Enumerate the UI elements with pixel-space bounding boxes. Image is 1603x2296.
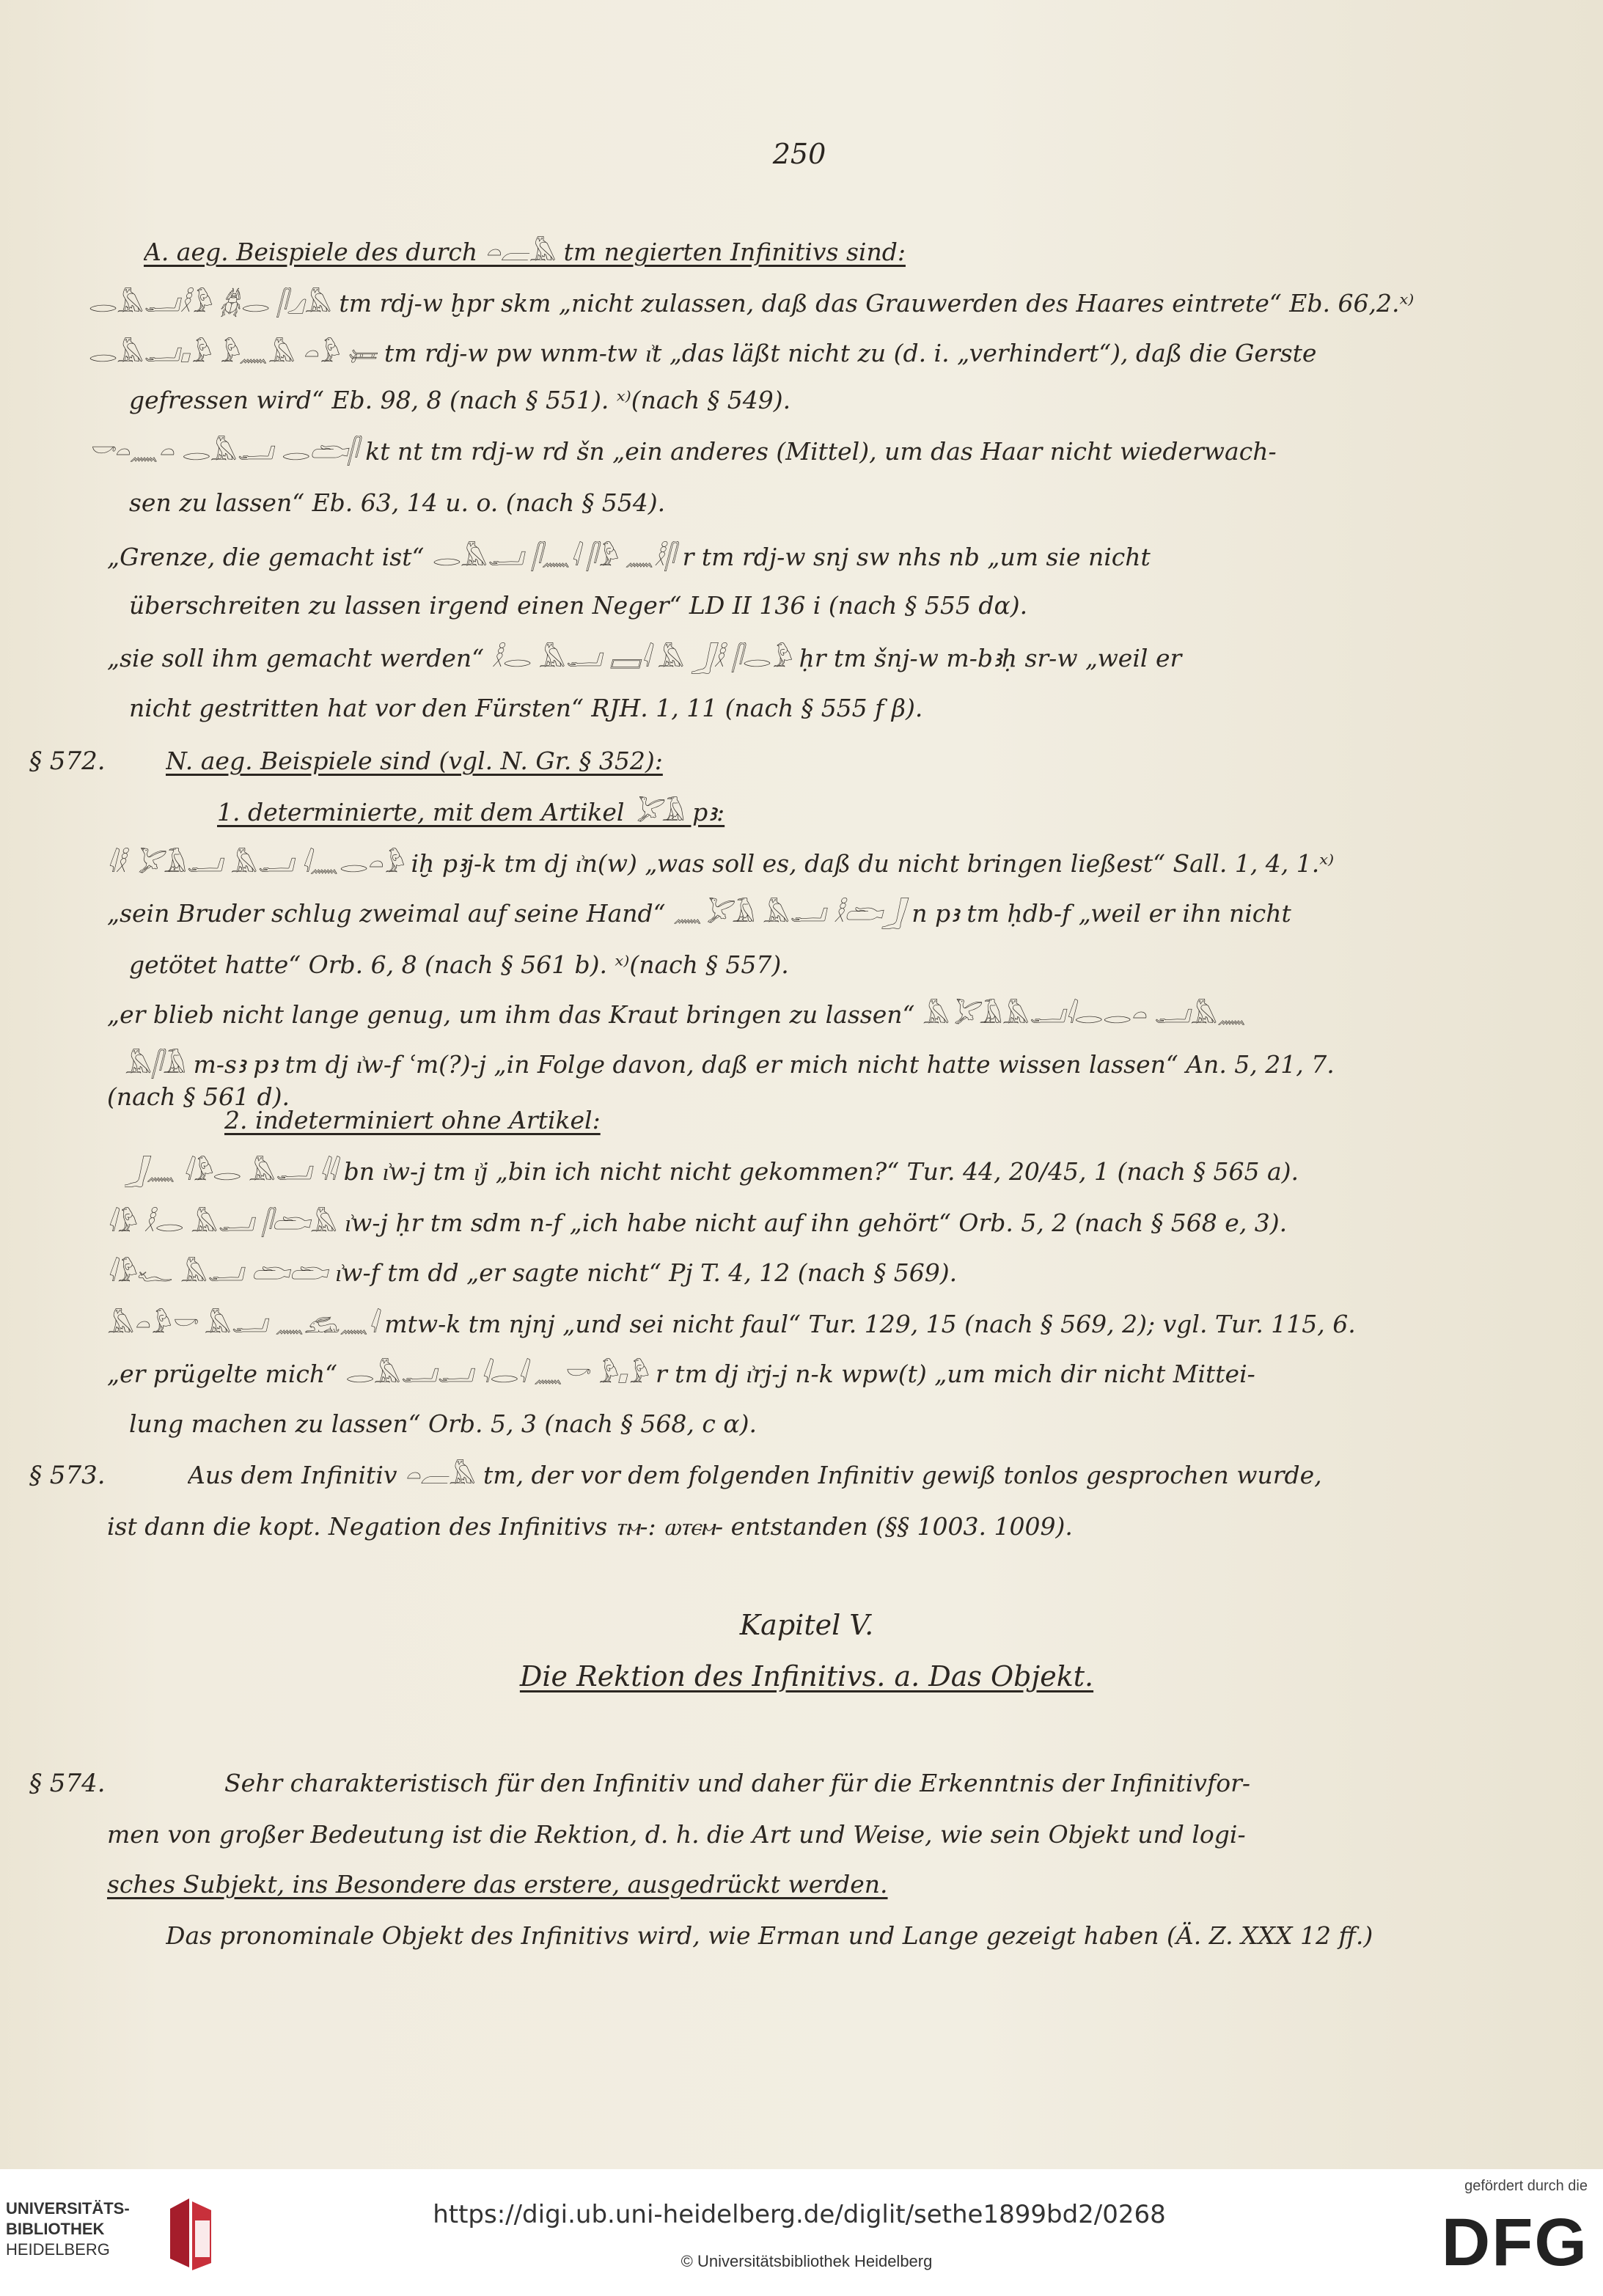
text-line: 2. indeterminiert ohne Artikel: (224, 1106, 601, 1134)
library-name-line: BIBLIOTHEK (6, 2220, 105, 2238)
text-line: 𓅓𓏏𓅱𓎡 𓅓𓂝 𓈖𓃹𓈖𓇋 mtw-k tm njnj „und sei nicht faul“ Tur. 129, 15 (nach § 569, 2); vgl. Tur. 115, 6. (107, 1310, 1356, 1338)
text-line: 𓇋𓅱𓆑 𓅓𓂝 𓂧𓂧 ı͗w-f tm dd „er sagte nicht“ Pj T. 4, 12 (nach § 569). (107, 1258, 958, 1287)
copyright-notice: © Universitätsbibliothek Heidelberg (681, 2252, 933, 2270)
chapter-title: Kapitel V. (739, 1609, 874, 1641)
library-logo-icon (160, 2194, 219, 2275)
chapter-subtitle: Die Rektion des Infinitivs. a. Das Objekt. (519, 1660, 1094, 1692)
text-line: lung machen zu lassen“ Orb. 5, 3 (nach § 568, c α). (129, 1409, 758, 1438)
text-line: (nach § 561 d). (107, 1082, 290, 1111)
text-line: sen zu lassen“ Eb. 63, 14 u. o. (nach § 554). (129, 488, 666, 517)
text-line: 𓇋𓎛 𓅯𓄿𓂝 𓅓𓂝 𓇋𓈖𓂋𓏏𓅱 iḫ pꜣj-k tm dj ı͗n(w) „was soll es, daß du nicht bringen ließest“ Sall. 1, 4, 1.ˣ⁾ (107, 849, 1335, 878)
permalink-url[interactable]: https://digi.ub.uni-heidelberg.de/diglit/sethe1899bd2/0268 (433, 2200, 1166, 2229)
text-line: „sie soll ihm gemacht werden“ 𓎛𓂋 𓅓𓂝 𓈙𓇋 𓅓 𓃀𓎛 𓋴𓂋𓅱 ḥr tm šnj-w m-bꜣḥ sr-w „weil er (107, 644, 1182, 672)
text-line: N. aeg. Beispiele sind (vgl. N. Gr. § 352): (166, 747, 663, 775)
page-number: 250 (772, 138, 826, 170)
text-line: Das pronominale Objekt des Infinitivs wird, wie Erman und Lange gezeigt haben (Ä. Z. XXX 12 ff.) (166, 1921, 1373, 1950)
text-line: „er blieb nicht lange genug, um ihm das Kraut bringen zu lassen“ 𓅓𓅯𓄿𓅓𓂝𓇋𓂋𓂋𓏏 𓂝𓅓𓈖 (107, 1000, 1247, 1029)
text-line: A. aeg. Beispiele des durch 𓏏𓐝𓅓 tm negierten Infinitivs sind: (144, 238, 906, 266)
text-line: ist dann die kopt. Negation des Infinitivs ⲧⲙ-: ⲱⲧⲉⲙ- entstanden (§§ 1003. 1009). (107, 1512, 1073, 1541)
text-line: „sein Bruder schlug zweimal auf seine Hand“ 𓈖𓅯𓄿 𓅓𓂝 𓎛𓂧𓃀 n pꜣ tm ḥdb-f „weil er ihn nicht (107, 899, 1291, 928)
text-line: men von großer Bedeutung ist die Rektion, d. h. die Art und Weise, wie sein Objekt und logi- (107, 1820, 1246, 1849)
section-mark: § 574. (29, 1769, 106, 1798)
library-logo-text (6, 2198, 153, 2260)
dfg-logo: DFG (1441, 2205, 1588, 2280)
text-line: „Grenze, die gemacht ist“ 𓂋𓅓𓂝 𓋴𓈖𓇋 𓋴𓅱 𓈖𓎛𓋴 r tm rdj-w snj sw nhs nb „um sie nicht (107, 543, 1151, 571)
text-line: nicht gestritten hat vor den Fürsten“ RJH. 1, 11 (nach § 555 f β). (129, 694, 923, 722)
text-line: 𓂋𓅓𓂝𓊪𓅱 𓅱𓈖𓅓 𓏏𓅱 𓍃 tm rdj-w pw wnm-tw ı͗t „das läßt nicht zu (d. i. „verhindert“), daß die Gerste (88, 339, 1317, 367)
text-line: 𓅓𓋴𓄿 m-sꜣ pꜣ tm dj ı͗w-f ʿm(?)-j „in Folge davon, daß er mich nicht hatte wissen lassen“ An. 5, 21, 7. (125, 1050, 1335, 1079)
text-line: 𓂋𓅓𓂝𓎛𓅱 𓆣𓂋 𓋴𓈎𓅓 tm rdj-w ḫpr skm „nicht zulassen, daß das Grauwerden des Haares eintrete“ Eb. 66,2.ˣ⁾ (88, 289, 1415, 318)
text-line: 𓇋𓅱 𓎛𓂋 𓅓𓂝 𓋴𓂧𓅓 ı͗w-j ḥr tm sdm n-f „ich habe nicht auf ihn gehört“ Orb. 5, 2 (nach § 568 e, 3). (107, 1208, 1288, 1237)
section-mark: § 572. (29, 747, 106, 776)
text-line: sches Subjekt, ins Besondere das erstere, ausgedrückt werden. (107, 1870, 888, 1899)
library-name-line: UNIVERSITÄTS- (6, 2199, 130, 2218)
text-line: Aus dem Infinitiv 𓏏𓐝𓅓 tm, der vor dem folgenden Infinitiv gewiß tonlos gesprochen wurde, (188, 1461, 1322, 1489)
footer-bar (0, 2169, 1603, 2296)
text-line: 1. determinierte, mit dem Artikel 𓅯𓄿 pꜣ: (217, 798, 725, 826)
text-line: „er prügelte mich“ 𓂋𓅓𓂝𓂝 𓇋𓂋𓇋 𓈖𓎡 𓅱𓊪𓅱 r tm dj ı͗rj-j n-k wpw(t) „um mich dir nicht Mittei- (107, 1360, 1255, 1388)
section-mark: § 573. (29, 1461, 106, 1490)
text-line: Sehr charakteristisch für den Infinitiv und daher für die Erkenntnis der Infinitivfor- (224, 1769, 1251, 1797)
funding-label: gefördert durch die (1464, 2178, 1588, 2194)
library-name-line: HEIDELBERG (6, 2240, 110, 2259)
text-line: 𓎡𓏏𓈖𓏏 𓂋𓅓𓂝 𓂋𓂧𓋴 kt nt tm rdj-w rd šn „ein anderes (Mittel), um das Haar nicht wiederwach- (88, 437, 1277, 466)
text-line: gefressen wird“ Eb. 98, 8 (nach § 551). ˣ⁾(nach § 549). (129, 386, 791, 414)
text-line: überschreiten zu lassen irgend einen Neger“ LD II 136 i (nach § 555 dα). (129, 591, 1028, 620)
text-line: getötet hatte“ Orb. 6, 8 (nach § 561 b). ˣ⁾(nach § 557). (129, 950, 789, 979)
text-line: 𓃀𓈖 𓇋𓅱𓂋 𓅓𓂝 𓇋𓇋 bn ı͗w-j tm ı͗j „bin ich nicht nicht gekommen?“ Tur. 44, 20/45, 1 (nach § 565 a). (125, 1157, 1299, 1186)
